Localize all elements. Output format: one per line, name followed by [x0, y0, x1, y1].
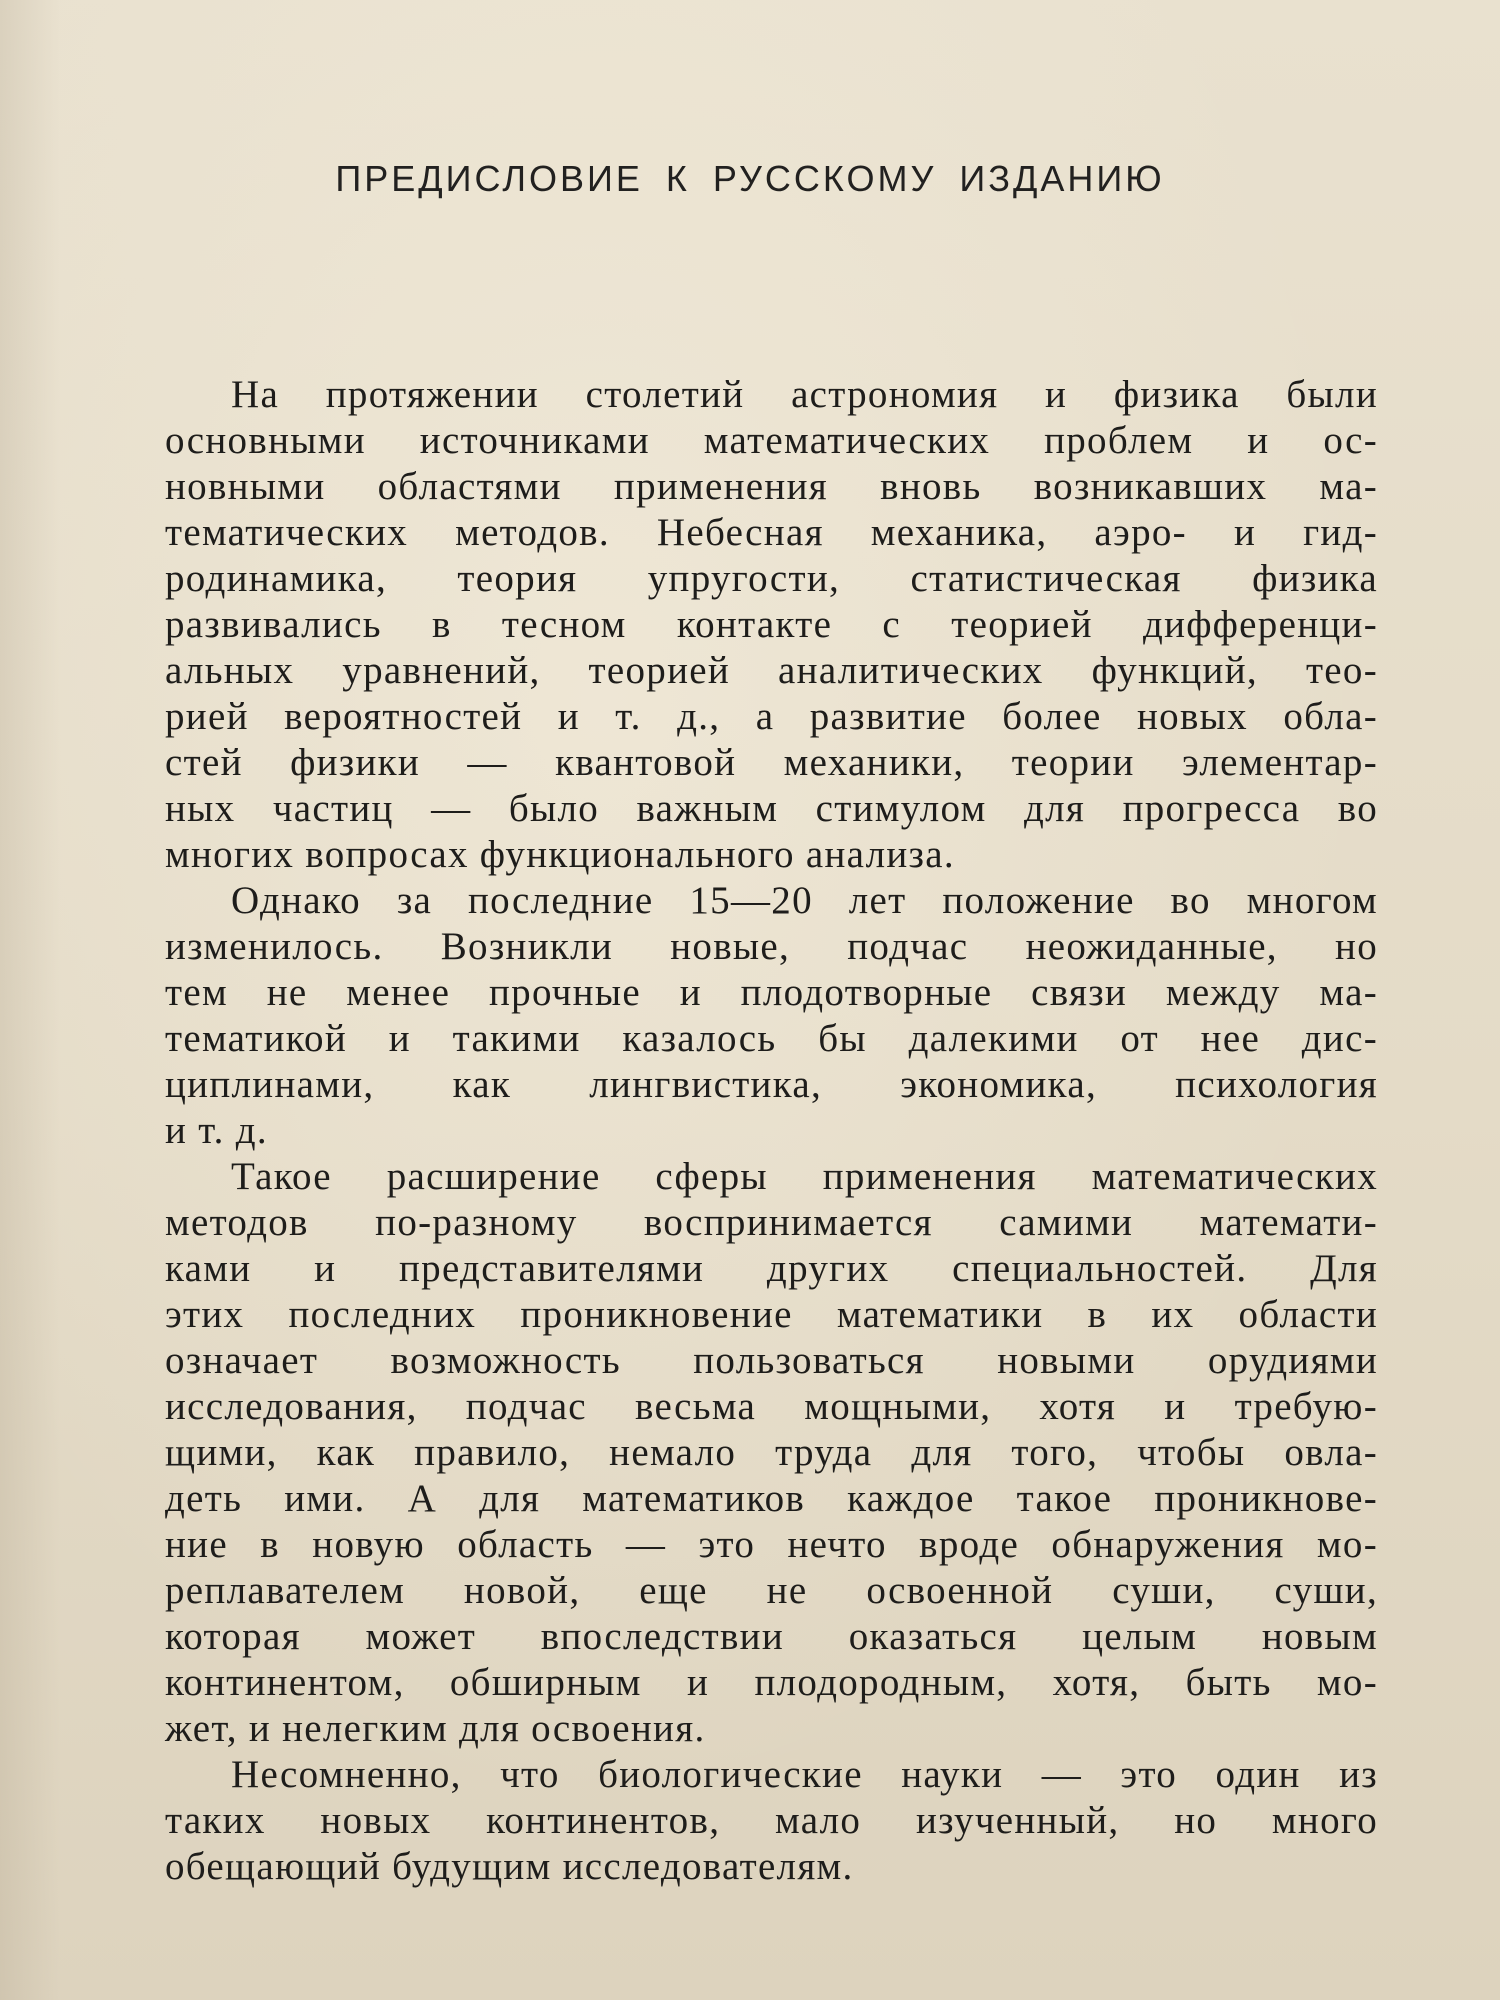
page-title: ПРЕДИСЛОВИЕ К РУССКОМУ ИЗДАНИЮ	[335, 158, 1165, 199]
text-line: тематических методов. Небесная механика, аэро- и гид-	[165, 511, 1378, 554]
text-line: Однако за последние 15—20 лет положение во многом	[231, 879, 1378, 922]
preface-text	[165, 372, 1378, 1890]
text-line: и т. д.	[165, 1109, 268, 1152]
text-line: тематикой и такими казалось бы далекими от нее дис-	[165, 1017, 1378, 1060]
text-line: стей физики — квантовой механики, теории элементар-	[165, 741, 1378, 784]
text-line: ных частиц — было важным стимулом для прогресса во	[165, 787, 1378, 830]
text-line: альных уравнений, теорией аналитических функций, тео-	[165, 649, 1378, 692]
text-line: таких новых континентов, мало изученный, но много	[165, 1799, 1378, 1842]
text-line: Такое расширение сферы применения математических	[231, 1155, 1378, 1198]
text-line: основными источниками математических проблем и ос-	[165, 419, 1378, 462]
text-line: рией вероятностей и т. д., а развитие более новых обла-	[165, 695, 1378, 738]
text-line: новными областями применения вновь возникавших ма-	[165, 465, 1378, 508]
text-line: исследования, подчас весьма мощными, хотя и требую-	[165, 1385, 1378, 1428]
text-line: обещающий будущим исследователям.	[165, 1845, 854, 1888]
text-line: континентом, обширным и плодородным, хотя, быть мо-	[165, 1661, 1378, 1704]
text-line: изменилось. Возникли новые, подчас неожиданные, но	[165, 925, 1378, 968]
text-line: родинамика, теория упругости, статистическая физика	[165, 557, 1378, 600]
text-line: жет, и нелегким для освоения.	[165, 1707, 706, 1750]
text-line: ками и представителями других специальностей. Для	[165, 1247, 1378, 1290]
text-line: этих последних проникновение математики в их области	[165, 1293, 1378, 1336]
text-line: На протяжении столетий астрономия и физика были	[231, 373, 1378, 416]
text-line: методов по-разному воспринимается самими математи-	[165, 1201, 1378, 1244]
text-line: которая может впоследствии оказаться целым новым	[165, 1615, 1378, 1658]
text-line: развивались в тесном контакте с теорией дифференци-	[165, 603, 1378, 646]
text-line: циплинами, как лингвистика, экономика, психология	[165, 1063, 1378, 1106]
paragraph	[165, 1154, 1378, 1752]
text-line: означает возможность пользоваться новыми орудиями	[165, 1339, 1378, 1382]
paragraph	[165, 1752, 1378, 1890]
text-line: деть ими. А для математиков каждое такое проникнове-	[165, 1477, 1378, 1520]
text-line: реплавателем новой, еще не освоенной суши, суши,	[165, 1569, 1378, 1612]
text-line: тем не менее прочные и плодотворные связи между ма-	[165, 971, 1378, 1014]
paragraph	[165, 372, 1378, 878]
text-line: многих вопросах функционального анализа.	[165, 833, 955, 876]
text-line: ние в новую область — это нечто вроде обнаружения мо-	[165, 1523, 1378, 1566]
text-line: Несомненно, что биологические науки — это один из	[231, 1753, 1378, 1796]
text-line: щими, как правило, немало труда для того, чтобы овла-	[165, 1431, 1378, 1474]
paragraph	[165, 878, 1378, 1154]
